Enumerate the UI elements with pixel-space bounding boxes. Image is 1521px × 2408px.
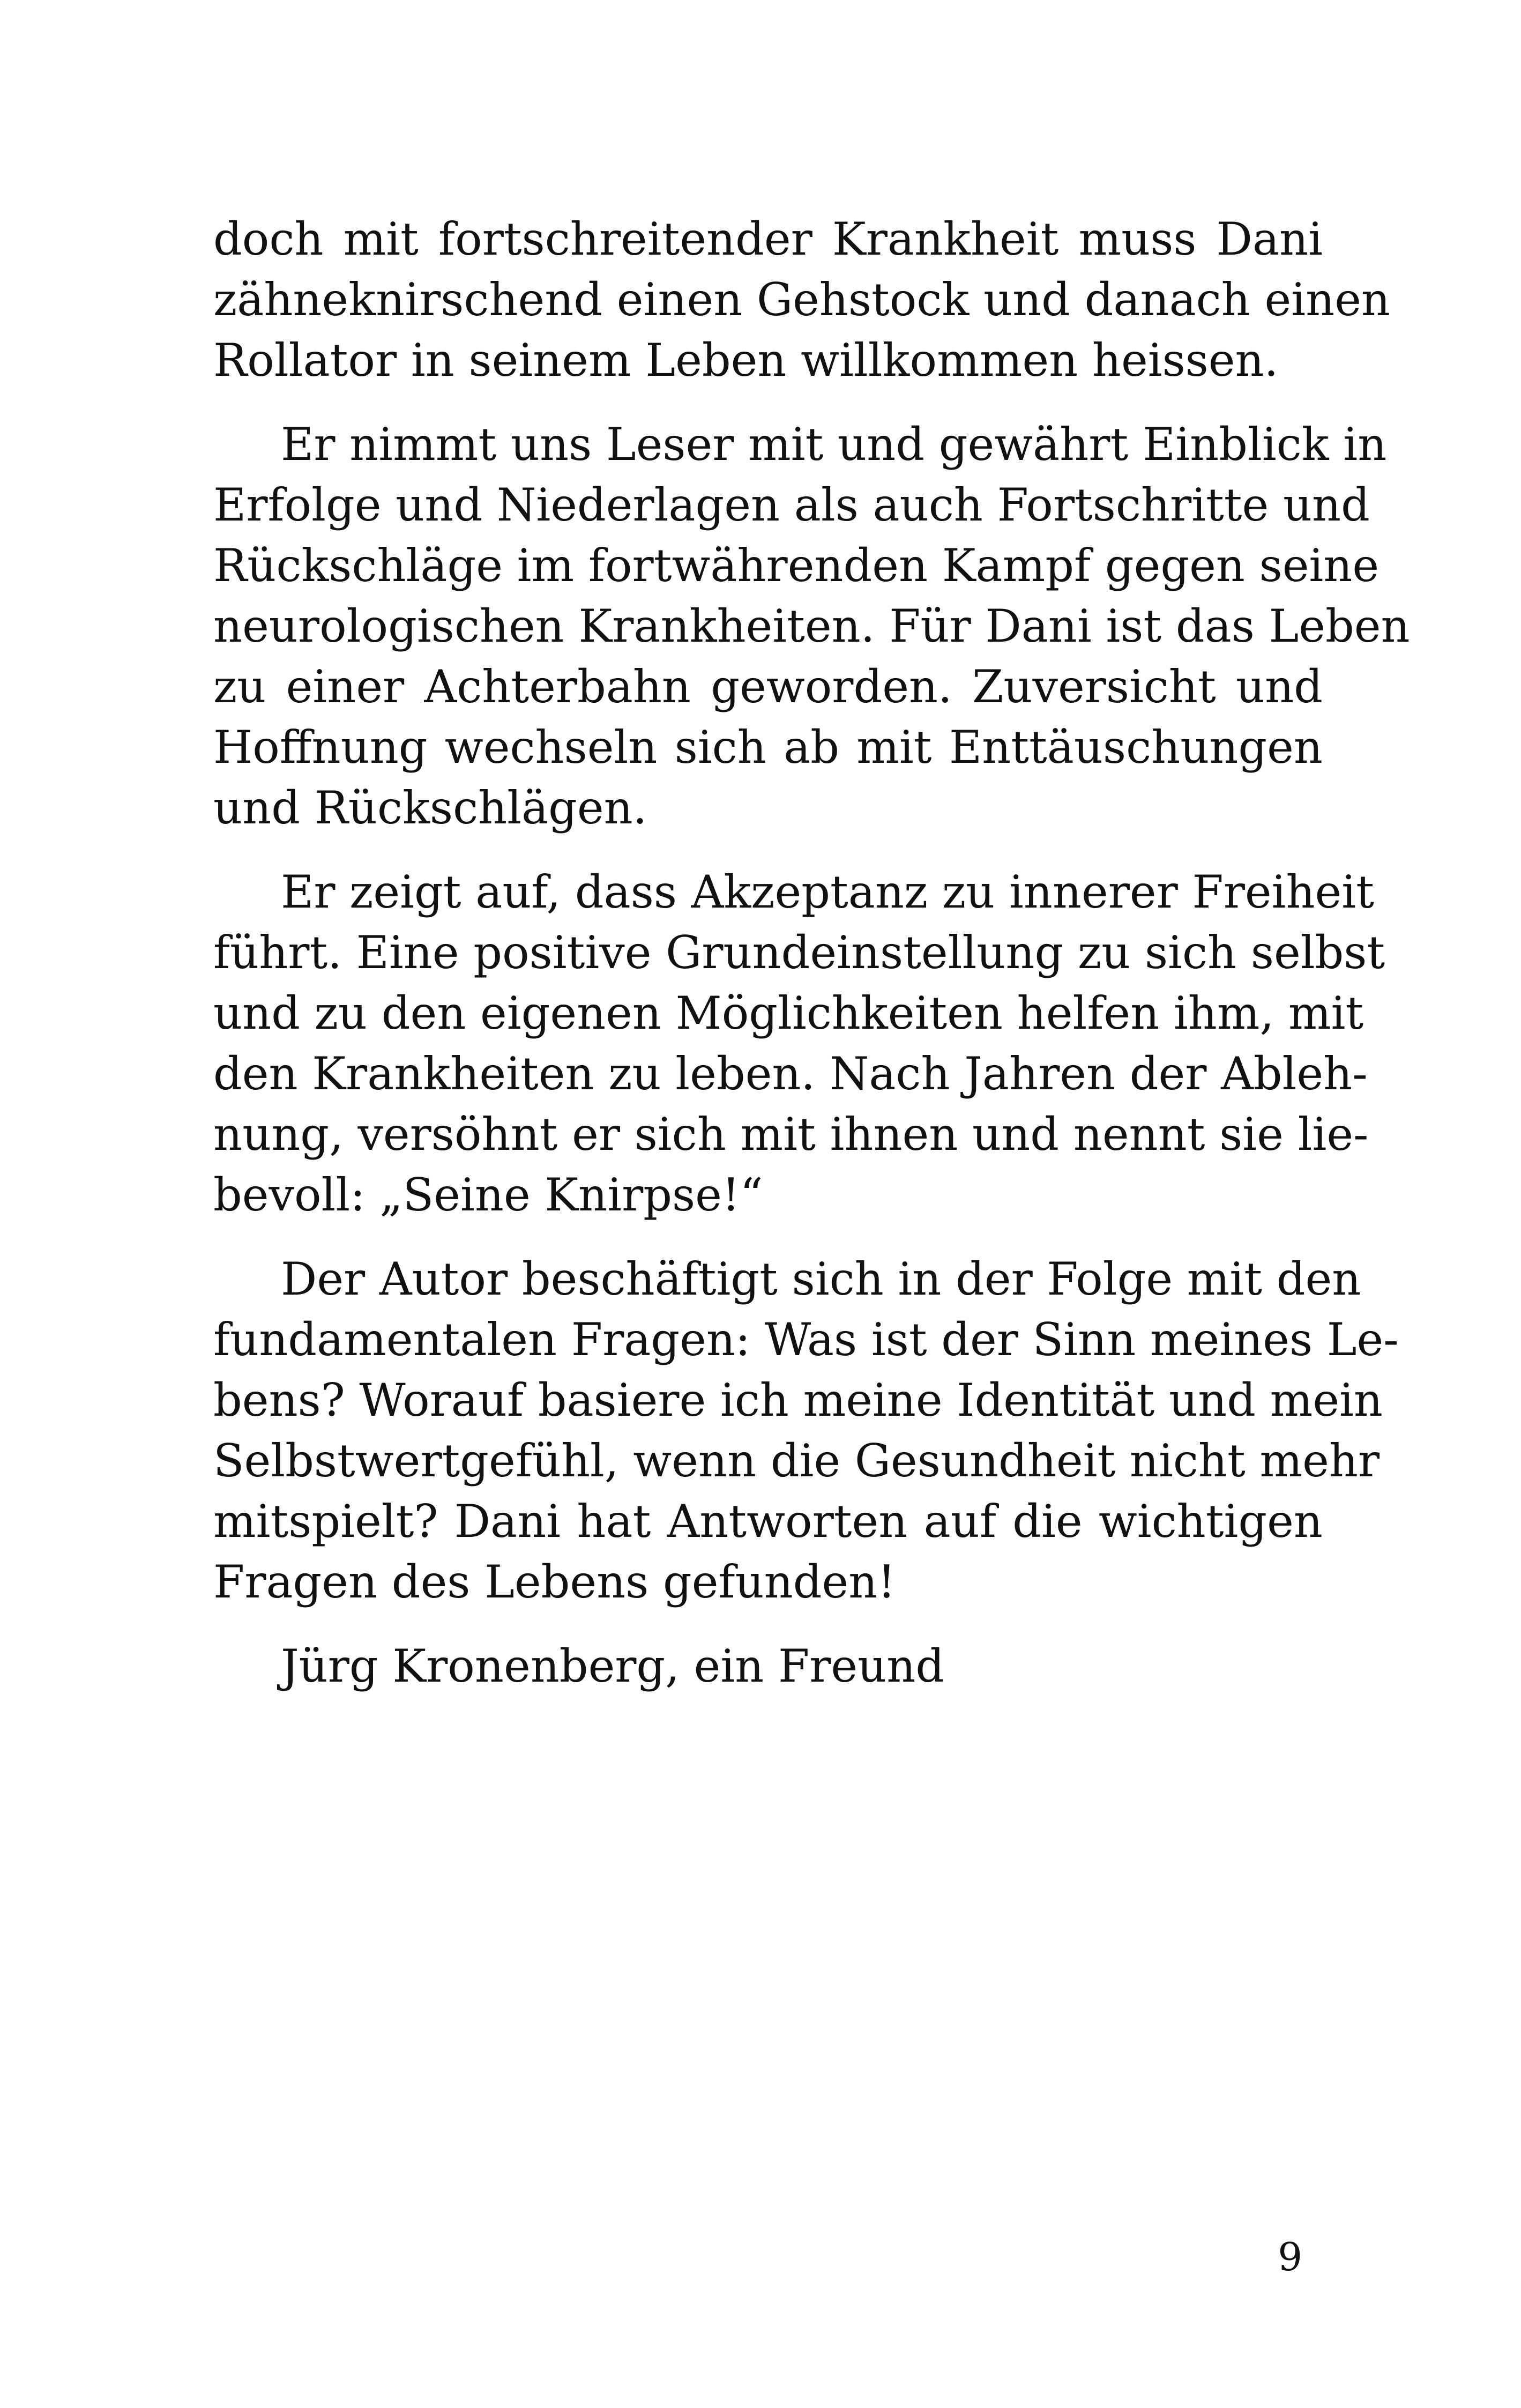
text-line: Der Autor beschäftigt sich in der Folge mit den bbox=[281, 1253, 1361, 1305]
text-line: bevoll: „Seine Knirpse!“ bbox=[213, 1169, 763, 1221]
page-number: 9 bbox=[1278, 2234, 1302, 2279]
text-line: bens? Worauf basiere ich meine Identität und mein bbox=[213, 1374, 1383, 1426]
paragraph-4 bbox=[213, 1249, 1399, 1612]
author-signature: Jürg Kronenberg, ein Freund bbox=[281, 1640, 945, 1692]
text-line: Rückschläge im fortwährenden Kampf gegen seine bbox=[213, 539, 1380, 592]
body-text bbox=[213, 209, 1410, 1720]
text-line: Selbstwertgefühl, wenn die Gesundheit nicht mehr bbox=[213, 1435, 1380, 1487]
text-line: neurologischen Krankheiten. Für Dani ist das Leben bbox=[213, 600, 1410, 652]
text-line: zähneknirschend einen Gehstock und danach einen bbox=[213, 273, 1391, 326]
text-line: nung, versöhnt er sich mit ihnen und nennt sie lie- bbox=[213, 1108, 1369, 1161]
text-line: und Rückschlägen. bbox=[213, 782, 647, 834]
paragraph-2 bbox=[213, 414, 1410, 838]
text-line: doch mit fortschreitender Krankheit muss Dani bbox=[213, 213, 1323, 265]
text-line: Rollator in seinem Leben willkommen heissen. bbox=[213, 334, 1279, 387]
signature-paragraph bbox=[213, 1636, 1323, 1697]
paragraph-1 bbox=[213, 209, 1391, 391]
text-line: Er nimmt uns Leser mit und gewährt Einblick in bbox=[281, 418, 1387, 471]
text-line: Fragen des Lebens gefunden! bbox=[213, 1556, 896, 1608]
text-line: und zu den eigenen Möglichkeiten helfen ihm, mit bbox=[213, 987, 1364, 1039]
text-line: führt. Eine positive Grundeinstellung zu sich selbst bbox=[213, 926, 1385, 979]
text-line: Erfolge und Niederlagen als auch Fortschritte und bbox=[213, 479, 1370, 531]
text-line: fundamentalen Fragen: Was ist der Sinn meines Le- bbox=[213, 1313, 1399, 1366]
text-line: den Krankheiten zu leben. Nach Jahren der Ableh- bbox=[213, 1047, 1368, 1100]
paragraph-3 bbox=[213, 862, 1385, 1225]
text-line: zu einer Achterbahn geworden. Zuversicht und bbox=[213, 660, 1323, 713]
text-line: Er zeigt auf, dass Akzeptanz zu innerer Freiheit bbox=[281, 866, 1374, 918]
text-line: Hoffnung wechseln sich ab mit Enttäuschungen bbox=[213, 721, 1323, 774]
text-line: mitspielt? Dani hat Antworten auf die wichtigen bbox=[213, 1495, 1323, 1548]
